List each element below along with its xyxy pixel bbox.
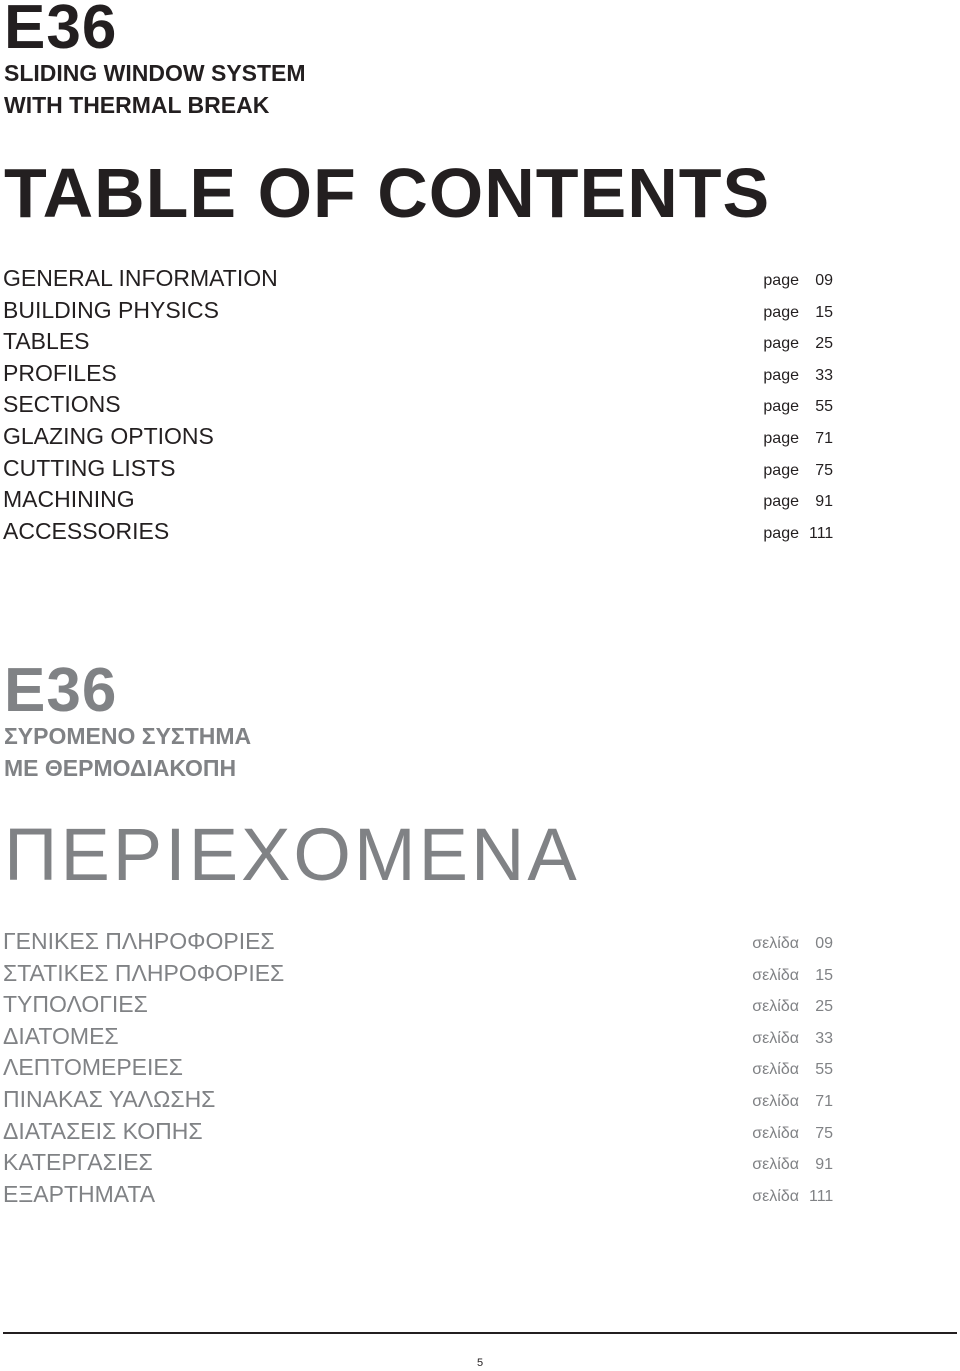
page-number: 15 (815, 303, 833, 321)
toc-entry[interactable] (3, 516, 833, 548)
page-number: 33 (815, 1029, 833, 1047)
toc-entry-page (752, 993, 833, 1021)
page-number: 111 (809, 1187, 834, 1205)
greek-toc-heading: ΠΕΡΙΕΧΟΜΕΝΑ (4, 813, 580, 896)
toc-entry-title: ΔΙΑΤΟΜΕΣ (3, 1022, 119, 1049)
page-number: 75 (815, 1124, 833, 1142)
toc-entry-page (763, 520, 833, 548)
page-label: σελίδα (752, 998, 799, 1016)
toc-entry-title: ΤΥΠΟΛΟΓΙΕΣ (3, 991, 148, 1018)
toc-entry[interactable] (3, 1052, 833, 1084)
toc-entry-title: SECTIONS (3, 391, 121, 418)
english-subtitle-line2: WITH THERMAL BREAK (4, 92, 270, 118)
toc-entry-title: ΔΙΑΤΑΣΕΙΣ ΚΟΠΗΣ (3, 1117, 203, 1144)
toc-entry-title: ΣΤΑΤΙΚΕΣ ΠΛΗΡΟΦΟΡΙΕΣ (3, 959, 285, 986)
toc-entry-title: ΓΕΝΙΚΕΣ ΠΛΗΡΟΦΟΡΙΕΣ (3, 928, 275, 954)
toc-entry[interactable] (3, 421, 833, 453)
toc-entry-title: ΕΞΑΡΤΗΜΑΤΑ (3, 1180, 156, 1207)
toc-entry-title: MACHINING (3, 486, 135, 513)
toc-entry-title: GENERAL INFORMATION (3, 265, 278, 291)
page-label: page (763, 272, 799, 289)
page-number-footer: 5 (476, 1357, 484, 1369)
page-number: 33 (815, 366, 833, 384)
page-label: σελίδα (752, 935, 799, 952)
page-label: σελίδα (752, 1156, 799, 1174)
english-toc-heading: TABLE OF CONTENTS (4, 154, 771, 232)
page-number: 91 (815, 493, 833, 511)
page-label: σελίδα (752, 1187, 799, 1205)
footer-rule (3, 1332, 957, 1334)
page-label: page (763, 398, 799, 416)
toc-entry[interactable] (3, 295, 833, 327)
page-label: page (763, 335, 799, 353)
toc-entry-title: ΠΙΝΑΚΑΣ ΥΑΛΩΣΗΣ (3, 1085, 216, 1112)
toc-entry-page (752, 1056, 833, 1084)
page-label: σελίδα (752, 1124, 799, 1142)
english-subtitle-line1: SLIDING WINDOW SYSTEM (4, 60, 306, 86)
toc-entry-page (752, 1183, 833, 1211)
toc-entry-title: BUILDING PHYSICS (3, 296, 219, 323)
toc-entry-page (752, 930, 833, 958)
toc-entry[interactable] (3, 1084, 833, 1116)
greek-product-code: E36 (4, 656, 118, 725)
greek-toc-list (3, 926, 833, 1210)
page-number: 25 (815, 998, 833, 1016)
page-number: 75 (815, 461, 833, 479)
toc-entry[interactable] (3, 453, 833, 485)
toc-entry-page (752, 1151, 833, 1179)
toc-entry-title: TABLES (3, 328, 90, 355)
toc-entry[interactable] (3, 484, 833, 516)
toc-entry[interactable] (3, 358, 833, 390)
toc-entry-page (763, 393, 833, 421)
toc-entry[interactable] (3, 1021, 833, 1053)
page-label: σελίδα (752, 1092, 799, 1110)
page-label: σελίδα (752, 1061, 799, 1079)
page-number: 25 (815, 335, 833, 353)
toc-entry-page (752, 962, 833, 990)
toc-entry-page (763, 299, 833, 327)
page-label: σελίδα (752, 966, 799, 984)
toc-entry-page (763, 425, 833, 453)
toc-entry-title: ΛΕΠΤΟΜΕΡΕΙΕΣ (3, 1054, 183, 1081)
page-number: 55 (815, 1061, 833, 1079)
toc-entry-page (752, 1025, 833, 1053)
toc-entry[interactable] (3, 958, 833, 990)
toc-entry[interactable] (3, 989, 833, 1021)
toc-entry[interactable] (3, 1147, 833, 1179)
toc-entry-title: ACCESSORIES (3, 517, 170, 544)
toc-entry-title: GLAZING OPTIONS (3, 422, 214, 449)
toc-entry-page (763, 457, 833, 485)
page-number: 111 (809, 524, 834, 542)
english-toc-list (3, 263, 833, 547)
toc-entry[interactable] (3, 263, 833, 295)
toc-entry[interactable] (3, 1179, 833, 1211)
toc-entry-page (763, 362, 833, 390)
page-label: σελίδα (752, 1029, 799, 1047)
page-number: 71 (815, 429, 833, 447)
greek-subtitle-line2: ΜΕ ΘΕΡΜΟΔΙΑΚΟΠΗ (4, 755, 237, 781)
page-label: page (763, 524, 799, 542)
page-number: 91 (815, 1156, 833, 1174)
toc-entry-page (752, 1088, 833, 1116)
toc-entry-title: CUTTING LISTS (3, 454, 176, 481)
toc-entry-title: PROFILES (3, 359, 117, 386)
greek-subtitle-line1: ΣΥΡΟΜΕΝΟ ΣΥΣΤΗΜΑ (4, 723, 252, 749)
toc-entry[interactable] (3, 1116, 833, 1148)
page-label: page (763, 303, 799, 321)
english-product-code: E36 (4, 0, 118, 62)
toc-entry[interactable] (3, 389, 833, 421)
page-number: 09 (815, 935, 833, 952)
toc-entry-page (763, 330, 833, 358)
toc-entry[interactable] (3, 326, 833, 358)
toc-entry[interactable] (3, 926, 833, 958)
page-label: page (763, 366, 799, 384)
toc-entry-title: ΚΑΤΕΡΓΑΣΙΕΣ (3, 1149, 153, 1176)
page-label: page (763, 429, 799, 447)
page-number: 71 (815, 1092, 833, 1110)
page-label: page (763, 461, 799, 479)
page-number: 55 (815, 398, 833, 416)
toc-entry-page (763, 267, 833, 295)
page-number: 15 (815, 966, 833, 984)
page-label: page (763, 493, 799, 511)
toc-entry-page (752, 1120, 833, 1148)
toc-entry-page (763, 488, 833, 516)
page-number: 09 (815, 272, 833, 289)
